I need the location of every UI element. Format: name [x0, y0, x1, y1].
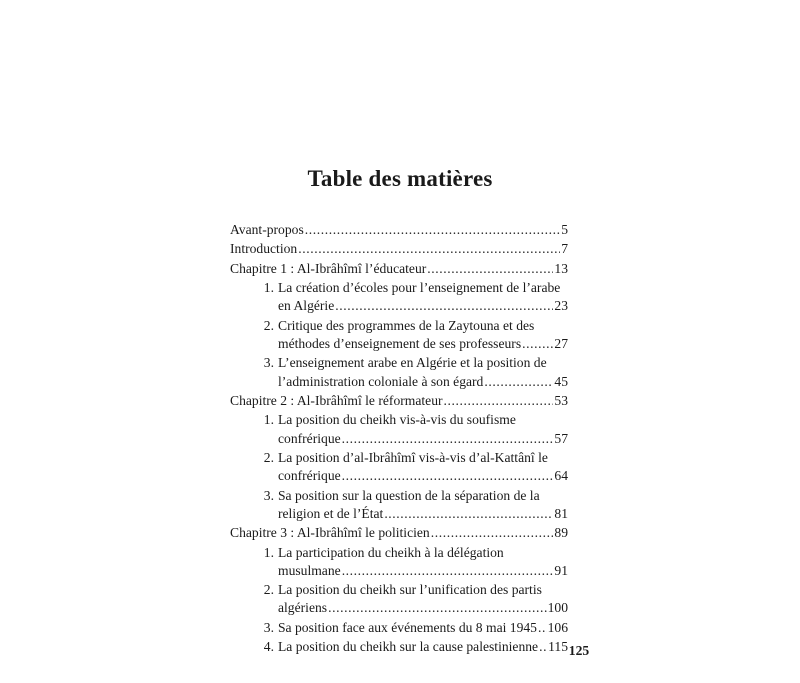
- toc-entry-line: [278, 317, 568, 335]
- toc-entry-label: La position du cheikh sur l’unification des partis: [278, 582, 542, 598]
- page-number: 125: [568, 643, 590, 658]
- toc-entry-number: 3.: [263, 619, 274, 635]
- toc-entry: [230, 260, 568, 278]
- toc-entry-text: [278, 411, 568, 447]
- page-title: Table des matières: [307, 166, 493, 191]
- toc-entry-label: L’enseignement arabe en Algérie et la position de: [278, 355, 547, 371]
- toc-entry-label: La position d’al-Ibrâhîmî vis-à-vis d’al-Kattânî le: [278, 449, 548, 465]
- toc-dot-leader: [342, 562, 554, 580]
- toc-entry-page: 89: [554, 525, 568, 541]
- toc-entry-text: [278, 581, 568, 617]
- toc-entry-page: 45: [554, 373, 568, 389]
- toc-entry-page: 13: [554, 260, 568, 276]
- toc-entry-text: [278, 317, 568, 353]
- toc-entry-line: [278, 562, 568, 580]
- toc-entry-label: l’administration coloniale à son égard: [278, 373, 484, 389]
- toc-entry-label: Introduction: [230, 241, 298, 257]
- toc-entry-line: [278, 297, 568, 315]
- toc-entry-label: Sa position face aux événements du 8 mai 1945: [278, 619, 537, 635]
- toc-entry-line: [278, 487, 568, 505]
- toc-dot-leader: [431, 524, 554, 542]
- toc-entry-text: [278, 544, 568, 580]
- toc-entry-line: [278, 638, 568, 656]
- toc-entry-number: 3.: [263, 487, 274, 503]
- toc-dot-leader: [522, 335, 553, 353]
- toc-entry: [230, 221, 568, 239]
- toc-entry-number: 1.: [263, 280, 274, 296]
- toc-entry-text: [230, 524, 568, 542]
- toc-entry-page: 115: [548, 639, 568, 655]
- toc-entry-page: 27: [554, 335, 568, 351]
- toc-entry-page: 106: [547, 619, 568, 635]
- toc-entry-label: Sa position sur la question de la séparation de la: [278, 487, 540, 503]
- toc-dot-leader: [335, 297, 553, 315]
- toc-entry: [230, 392, 568, 410]
- toc-entry-number: 1.: [263, 412, 274, 428]
- toc-dot-leader: [384, 505, 553, 523]
- toc-entry-label: Critique des programmes de la Zaytouna et des: [278, 317, 535, 333]
- toc-dot-leader: [342, 467, 554, 485]
- toc-subentry: [260, 619, 568, 637]
- toc-entry-line: [278, 467, 568, 485]
- toc-entry-page: 53: [554, 392, 568, 408]
- toc-dot-leader: [484, 373, 553, 391]
- toc-dot-leader: [538, 619, 547, 637]
- toc-entry-text: [278, 449, 568, 485]
- toc-dot-leader: [539, 638, 547, 656]
- table-of-contents: [230, 221, 568, 657]
- toc-entry-number: 2.: [263, 317, 274, 333]
- toc-entry-line: [278, 354, 568, 372]
- toc-entry-line: [278, 430, 568, 448]
- toc-entry-page: 64: [554, 468, 568, 484]
- toc-entry-number: 3.: [263, 355, 274, 371]
- toc-dot-leader: [298, 240, 560, 258]
- toc-subentry: [260, 317, 568, 353]
- toc-entry-page: 5: [561, 222, 568, 237]
- toc-entry-page: 23: [554, 298, 568, 314]
- toc-entry-label: méthodes d’enseignement de ses professeurs: [278, 335, 522, 351]
- toc-entry-line: [278, 335, 568, 353]
- toc-entry-text: [230, 392, 568, 410]
- toc-entry-text: [278, 619, 568, 637]
- toc-entry-line: [278, 411, 568, 429]
- toc-subentry: [260, 544, 568, 580]
- toc-entry-number: 1.: [263, 544, 274, 560]
- toc-entry-page: 7: [561, 241, 568, 257]
- toc-subentry: [260, 354, 568, 390]
- toc-subentry: [260, 638, 568, 656]
- toc-entry-text: [230, 221, 568, 239]
- toc-entry-label: La position du cheikh sur la cause palestinienne: [278, 639, 539, 655]
- toc-entry-line: [278, 449, 568, 467]
- toc-dot-leader: [328, 599, 547, 617]
- toc-entry-number: 4.: [263, 639, 274, 655]
- toc-entry-label: Avant-propos: [230, 222, 304, 237]
- toc-dot-leader: [305, 221, 560, 239]
- toc-entry-label: La position du cheikh vis-à-vis du soufisme: [278, 412, 516, 428]
- toc-entry-label: Chapitre 2 : Al-Ibrâhîmî le réformateur: [230, 392, 443, 408]
- toc-entry-line: [230, 240, 568, 258]
- toc-subentry: [260, 449, 568, 485]
- toc-entry-text: [278, 638, 568, 656]
- toc-entry-line: [278, 544, 568, 562]
- toc-entry: [230, 524, 568, 542]
- toc-entry-label: en Algérie: [278, 298, 335, 314]
- toc-subentry: [260, 487, 568, 523]
- toc-entry-line: [278, 373, 568, 391]
- toc-entry-line: [278, 599, 568, 617]
- toc-entry-page: 100: [547, 600, 568, 616]
- toc-entry-line: [278, 581, 568, 599]
- toc-entry-text: [278, 354, 568, 390]
- toc-entry-label: algériens: [278, 600, 328, 616]
- toc-entry-line: [230, 524, 568, 542]
- toc-entry-line: [230, 260, 568, 278]
- toc-dot-leader: [342, 430, 554, 448]
- toc-subentry: [260, 411, 568, 447]
- toc-entry-line: [230, 392, 568, 410]
- toc-subentry: [260, 279, 568, 315]
- toc-entry-line: [230, 221, 568, 239]
- toc-entry-text: [278, 279, 568, 315]
- toc-entry-page: 57: [554, 430, 568, 446]
- toc-entry-label: Chapitre 1 : Al-Ibrâhîmî l’éducateur: [230, 260, 427, 276]
- toc-entry-page: 91: [554, 562, 568, 578]
- toc-entry-number: 2.: [263, 582, 274, 598]
- toc-entry: [230, 240, 568, 258]
- toc-entry-text: [230, 260, 568, 278]
- toc-entry-label: La création d’écoles pour l’enseignement de l’arabe: [278, 280, 561, 296]
- toc-entry-line: [278, 505, 568, 523]
- toc-entry-label: La participation du cheikh à la délégation: [278, 544, 504, 560]
- toc-dot-leader: [427, 260, 553, 278]
- toc-entry-line: [278, 279, 568, 297]
- toc-entry-label: musulmane: [278, 562, 341, 578]
- toc-entry-label: religion et de l’État: [278, 505, 384, 521]
- toc-entry-text: [230, 240, 568, 258]
- toc-subentry: [260, 581, 568, 617]
- toc-entry-number: 2.: [263, 449, 274, 465]
- toc-entry-label: Chapitre 3 : Al-Ibrâhîmî le politicien: [230, 525, 430, 541]
- toc-entry-page: 81: [554, 505, 568, 521]
- toc-entry-label: confrérique: [278, 430, 341, 446]
- toc-entry-text: [278, 487, 568, 523]
- toc-dot-leader: [444, 392, 554, 410]
- toc-entry-line: [278, 619, 568, 637]
- toc-entry-label: confrérique: [278, 468, 341, 484]
